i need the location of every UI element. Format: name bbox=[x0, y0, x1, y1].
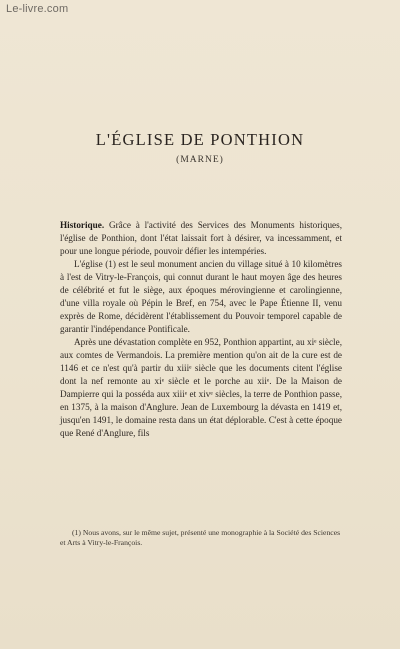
paragraph-text: Grâce à l'activité des Services des Monuments historiques, l'église de Ponthion, dont l'état laissait fort à désirer, va incessamment, et pour une longue période, pouvoir défier les intempéries. bbox=[60, 220, 342, 256]
paragraph: Après une dévastation complète en 952, Ponthion appartint, au xiᵉ siècle, aux comtes de Vermandois. La première mention qu'on ait de la cure est de 1146 et ce n'est qu'à partir du xiiiᵉ siècle que les documents citent l'église dont la nef remonte au xiᵉ siècle et le porche au xiiᵉ. De la Maison de Dampierre qui la posséda aux xiiiᵉ et xivᵉ siècles, la terre de Ponthion passe, en 1375, à la maison d'Anglure. Jean de Luxembourg la dévasta en 1419 et, jusqu'en 1491, le domaine resta dans un état déplorable. C'est à cette époque que René d'Anglure, fils bbox=[60, 337, 342, 438]
footnote-text: (1) Nous avons, sur le même sujet, présenté une monographie à la Société des Sciences et Arts à Vitry-le-François. bbox=[60, 528, 341, 547]
paragraph: L'église (1) est le seul monument ancien du village situé à 10 kilomètres à l'est de Vitry-le-François, qui connut durant le haut moyen âge des heures de célébrité et fut le siège, aux époques mérovingienne et carolingienne, d'une villa royale où Pépin le Bref, en 754, avec le Pape Étienne II, venu exprès de Rome, décidèrent l'établissement du Pouvoir temporel capable de garantir l'indépendance Pontificale. bbox=[60, 259, 342, 334]
footnote bbox=[60, 528, 342, 548]
paragraph bbox=[60, 219, 342, 258]
body-text bbox=[60, 219, 342, 440]
section-label: Historique. bbox=[60, 220, 105, 230]
page-title: L'ÉGLISE DE PONTHION bbox=[95, 130, 305, 149]
watermark: Le-livre.com bbox=[6, 3, 69, 15]
page-subtitle: (MARNE) bbox=[176, 155, 224, 165]
